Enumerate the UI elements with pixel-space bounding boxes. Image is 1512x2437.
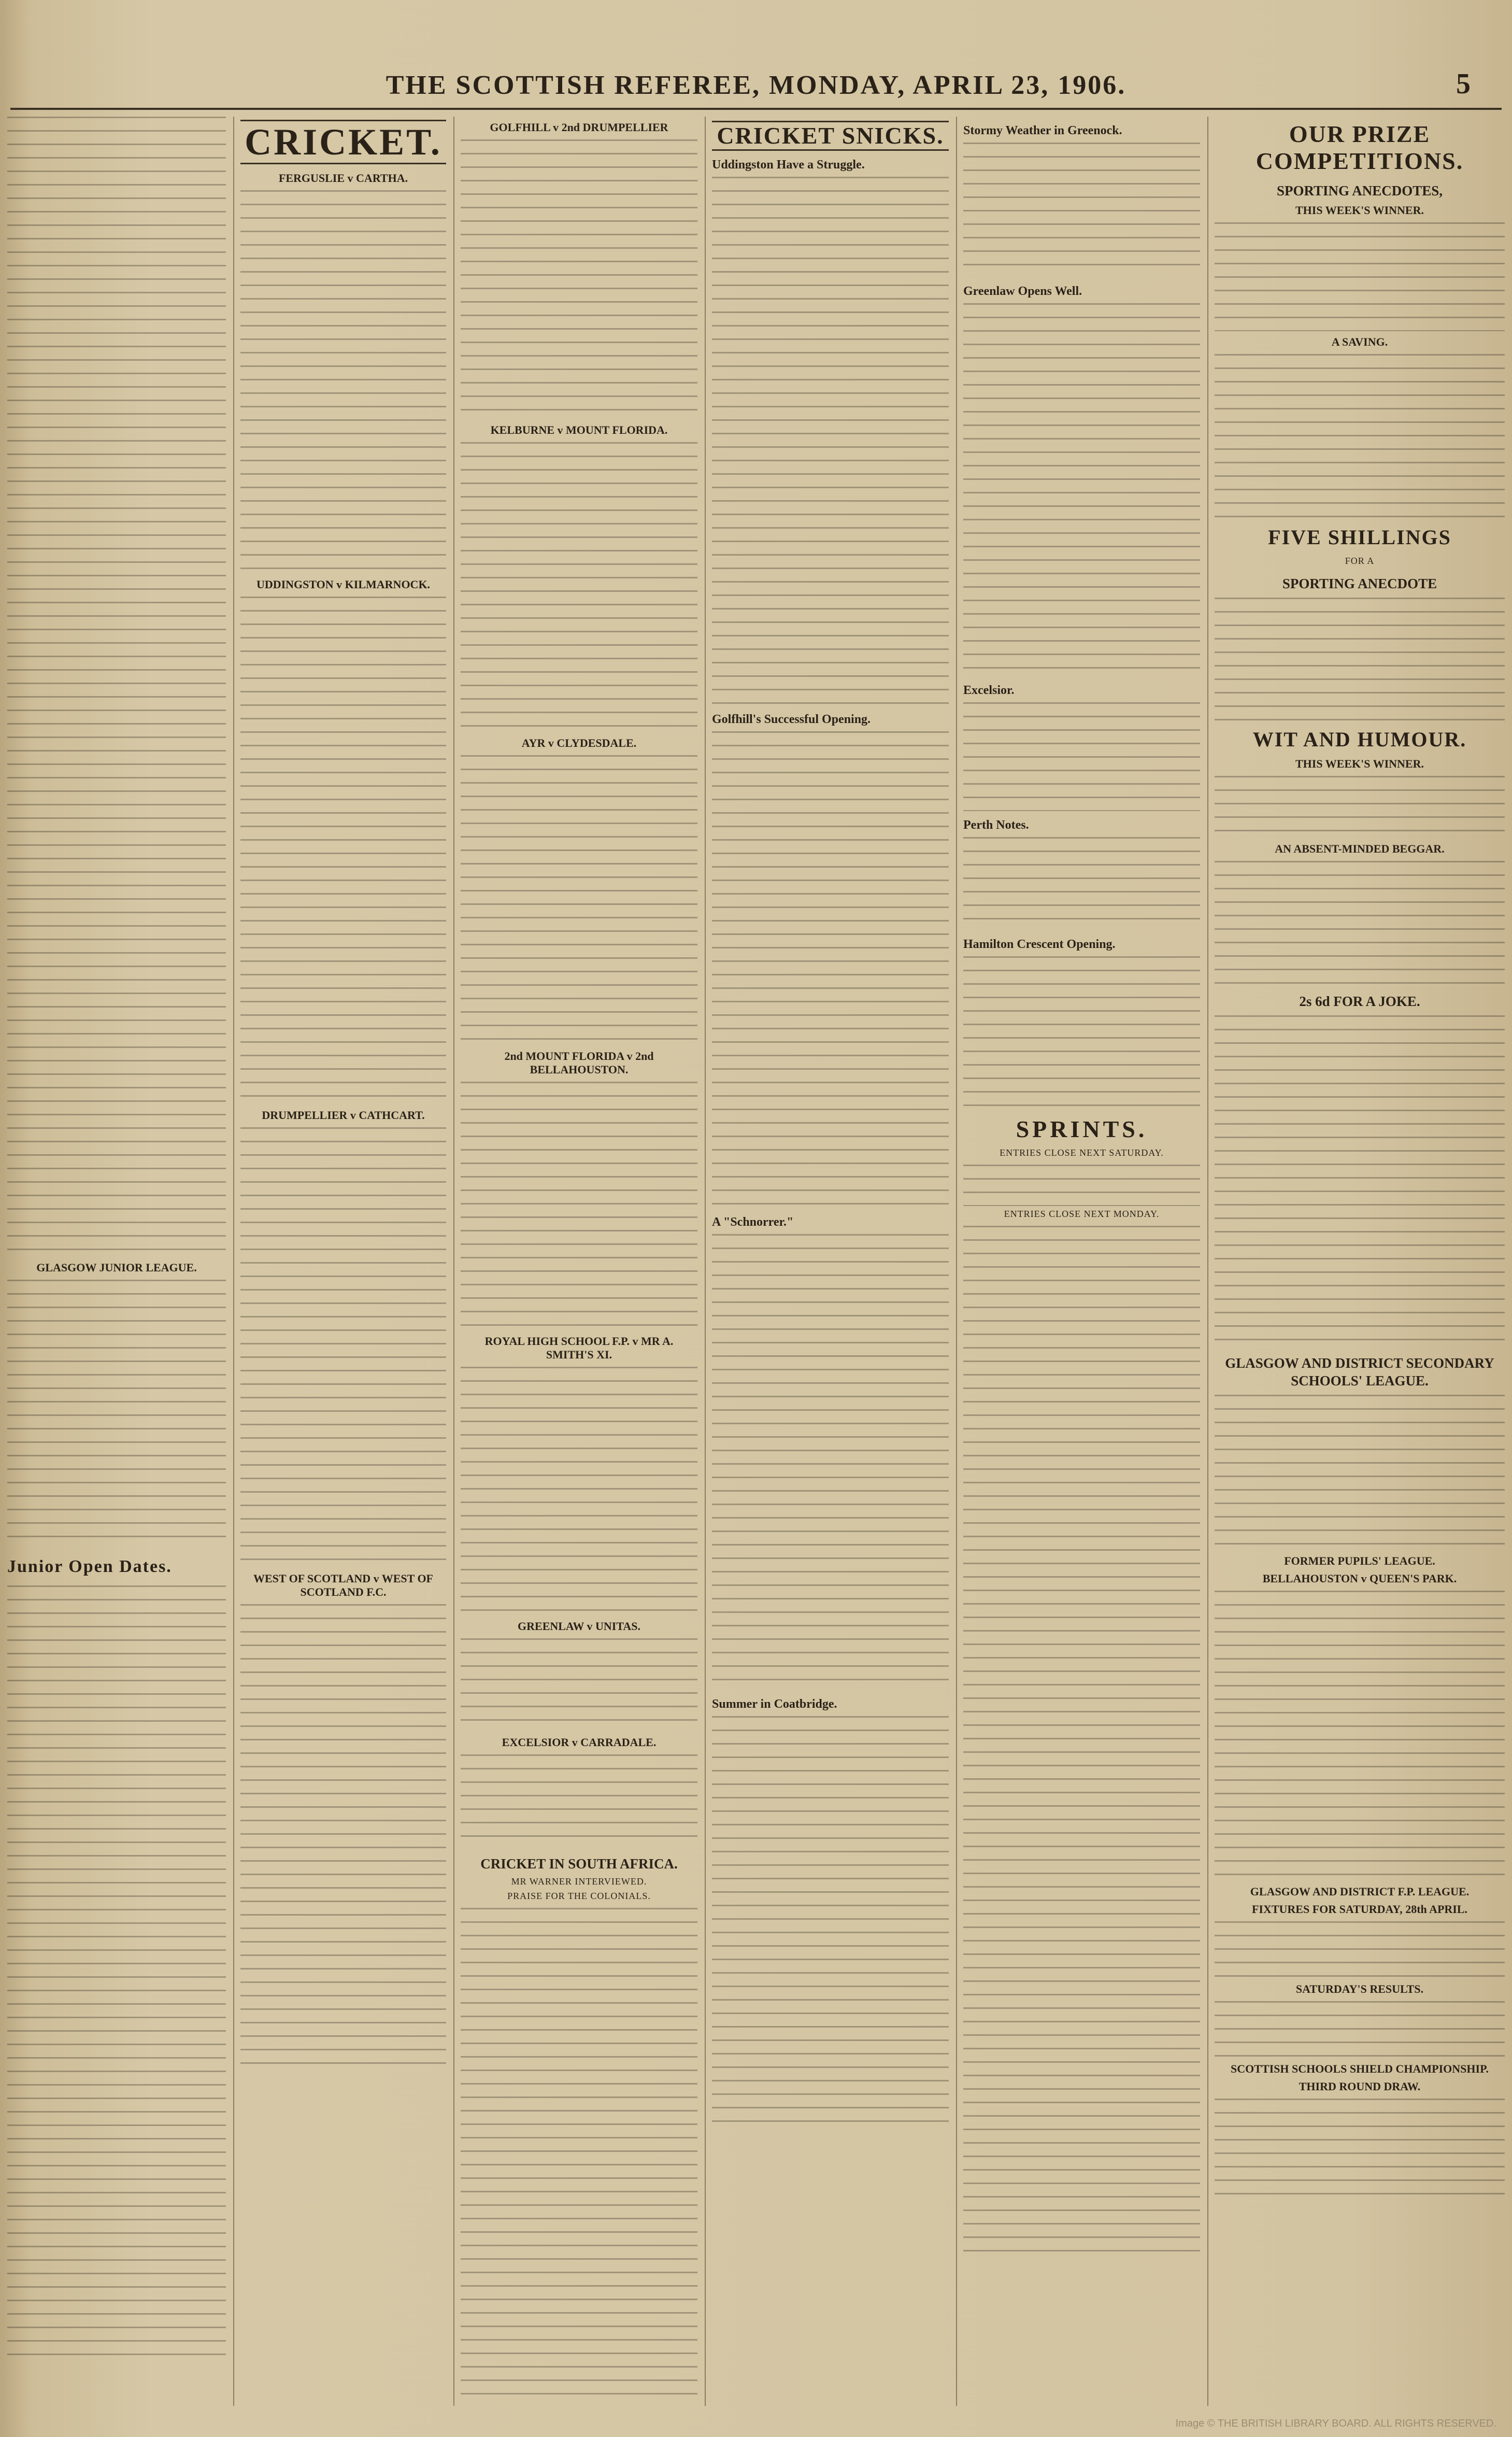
weekly-winner-label: THIS WEEK'S WINNER. — [1295, 757, 1424, 770]
league-subheading: SATURDAY'S RESULTS. — [1295, 1982, 1424, 1995]
column-cricket — [233, 117, 453, 2406]
scorecard — [461, 1082, 697, 1330]
match-heading: FERGUSLIE v CARTHA. — [278, 172, 408, 185]
note-heading: Stormy Weather in Greenock. — [963, 124, 1122, 137]
sprints-heading: SPRINTS. — [1016, 1116, 1148, 1142]
match-heading: GOLFHILL v 2nd DRUMPELLIER — [490, 121, 668, 134]
five-shillings-heading: FIVE SHILLINGS — [1268, 526, 1451, 549]
article-text — [1215, 2001, 1505, 2058]
article-text — [1215, 1921, 1505, 1978]
junior-league-heading: GLASGOW JUNIOR LEAGUE. — [36, 1261, 197, 1274]
article-text — [461, 1908, 697, 2406]
south-africa-subheading: PRAISE FOR THE COLONIALS. — [507, 1891, 651, 1901]
newspaper-title: THE SCOTTISH REFEREE, MONDAY, APRIL 23, 1906. — [386, 70, 1126, 100]
snick-heading: Golfhill's Successful Opening. — [712, 713, 871, 726]
five-shillings-sub: SPORTING ANECDOTE — [1282, 576, 1437, 591]
snick-heading: Uddingston Have a Struggle. — [712, 158, 865, 172]
anecdote-title: A SAVING. — [1331, 335, 1388, 348]
cricket-snicks-heading: CRICKET SNICKS. — [712, 121, 949, 151]
column-notes — [956, 117, 1207, 2406]
match-heading: GREENLAW v UNITAS. — [518, 1620, 640, 1633]
article-text — [963, 956, 1200, 1112]
article-text — [1215, 354, 1505, 520]
note-heading: Greenlaw Opens Well. — [963, 285, 1082, 298]
article-text — [1215, 598, 1505, 722]
league-subheading: SCOTTISH SCHOOLS SHIELD CHAMPIONSHIP. — [1231, 2062, 1489, 2075]
article-text — [1215, 1395, 1505, 1550]
article-text — [963, 1226, 1200, 2262]
article-text — [963, 143, 1200, 277]
match-heading: WEST OF SCOTLAND v WEST OF SCOTLAND F.C. — [253, 1572, 433, 1598]
scorecard — [461, 442, 697, 732]
south-africa-subheading: MR WARNER INTERVIEWED. — [511, 1876, 647, 1887]
article-text — [1215, 1015, 1505, 1347]
masthead-rule — [10, 108, 1502, 110]
article-text — [1215, 1591, 1505, 1881]
junior-open-dates-heading: Junior Open Dates. — [7, 1557, 172, 1576]
snick-heading: Summer in Coatbridge. — [712, 1697, 837, 1711]
article-text — [963, 702, 1200, 811]
page-number: 5 — [1456, 68, 1471, 100]
text-block — [7, 1585, 226, 2363]
schools-league-heading: GLASGOW AND DISTRICT SECONDARY SCHOOLS' LEAGUE. — [1225, 1355, 1494, 1388]
column-competitions — [1207, 117, 1512, 2406]
league-table — [7, 1280, 226, 1549]
snick-heading: A "Schnorrer." — [712, 1215, 794, 1229]
match-heading: AYR v CLYDESDALE. — [521, 736, 637, 749]
column-results — [453, 117, 705, 2406]
article-text — [1215, 222, 1505, 331]
article-text — [1215, 861, 1505, 985]
scorecard — [461, 139, 697, 419]
wit-humour-heading: WIT AND HUMOUR. — [1252, 728, 1467, 751]
five-shillings-for: FOR A — [1345, 556, 1375, 566]
image-credit: Image © THE BRITISH LIBRARY BOARD. ALL RIGHTS RESERVED. — [1175, 2418, 1496, 2429]
league-subheading: GLASGOW AND DISTRICT F.P. LEAGUE. — [1250, 1885, 1470, 1898]
league-subheading: FORMER PUPILS' LEAGUE. — [1284, 1554, 1435, 1567]
scorecard — [240, 190, 446, 574]
column-left — [0, 117, 233, 2406]
weekly-winner-label: THIS WEEK'S WINNER. — [1295, 204, 1424, 217]
league-subheading: BELLAHOUSTON v QUEEN'S PARK. — [1262, 1572, 1457, 1585]
match-heading: 2nd MOUNT FLORIDA v 2nd BELLAHOUSTON. — [504, 1050, 654, 1076]
result-text — [461, 1638, 697, 1732]
note-heading: Hamilton Crescent Opening. — [963, 938, 1116, 951]
article-text — [712, 1234, 949, 1690]
note-heading: Excelsior. — [963, 684, 1015, 697]
sporting-anecdotes-heading: SPORTING ANECDOTES, — [1276, 183, 1443, 199]
note-heading: Perth Notes. — [963, 818, 1029, 832]
match-heading: ROYAL HIGH SCHOOL F.P. v MR A. SMITH'S XI. — [484, 1335, 674, 1361]
match-heading: DRUMPELLIER v CATHCART. — [262, 1109, 425, 1122]
joke-prize-heading: 2s 6d FOR A JOKE. — [1299, 994, 1420, 1009]
article-text — [1215, 2099, 1505, 2202]
article-text — [712, 1716, 949, 2131]
article-text — [963, 303, 1200, 676]
south-africa-heading: CRICKET IN SOUTH AFRICA. — [480, 1856, 678, 1872]
match-heading: UDDINGSTON v KILMARNOCK. — [256, 578, 431, 591]
sprints-entries: ENTRIES CLOSE NEXT MONDAY. — [1004, 1209, 1160, 1219]
column-snicks — [705, 117, 956, 2406]
scorecard — [240, 1127, 446, 1568]
article-text — [963, 837, 1200, 930]
text-block — [7, 117, 226, 1257]
match-heading: KELBURNE v MOUNT FLORIDA. — [490, 423, 668, 436]
scorecard — [461, 1367, 697, 1616]
league-subheading: FIXTURES FOR SATURDAY, 28th APRIL. — [1251, 1903, 1468, 1916]
scorecard — [461, 755, 697, 1045]
joke-title: AN ABSENT-MINDED BEGGAR. — [1275, 842, 1445, 855]
sprints-entries: ENTRIES CLOSE NEXT SATURDAY. — [1000, 1147, 1164, 1158]
article-text — [963, 1165, 1200, 1206]
cricket-heading: CRICKET. — [240, 120, 446, 164]
article-text — [712, 177, 949, 705]
article-text — [1215, 776, 1505, 838]
match-heading: EXCELSIOR v CARRADALE. — [502, 1736, 657, 1749]
scorecard — [240, 1604, 446, 2071]
league-subheading: THIRD ROUND DRAW. — [1299, 2080, 1421, 2093]
masthead — [0, 0, 1512, 109]
article-text — [712, 731, 949, 1208]
scorecard — [240, 597, 446, 1104]
result-text — [461, 1754, 697, 1848]
prize-competitions-heading: OUR PRIZE COMPETITIONS. — [1256, 121, 1464, 174]
